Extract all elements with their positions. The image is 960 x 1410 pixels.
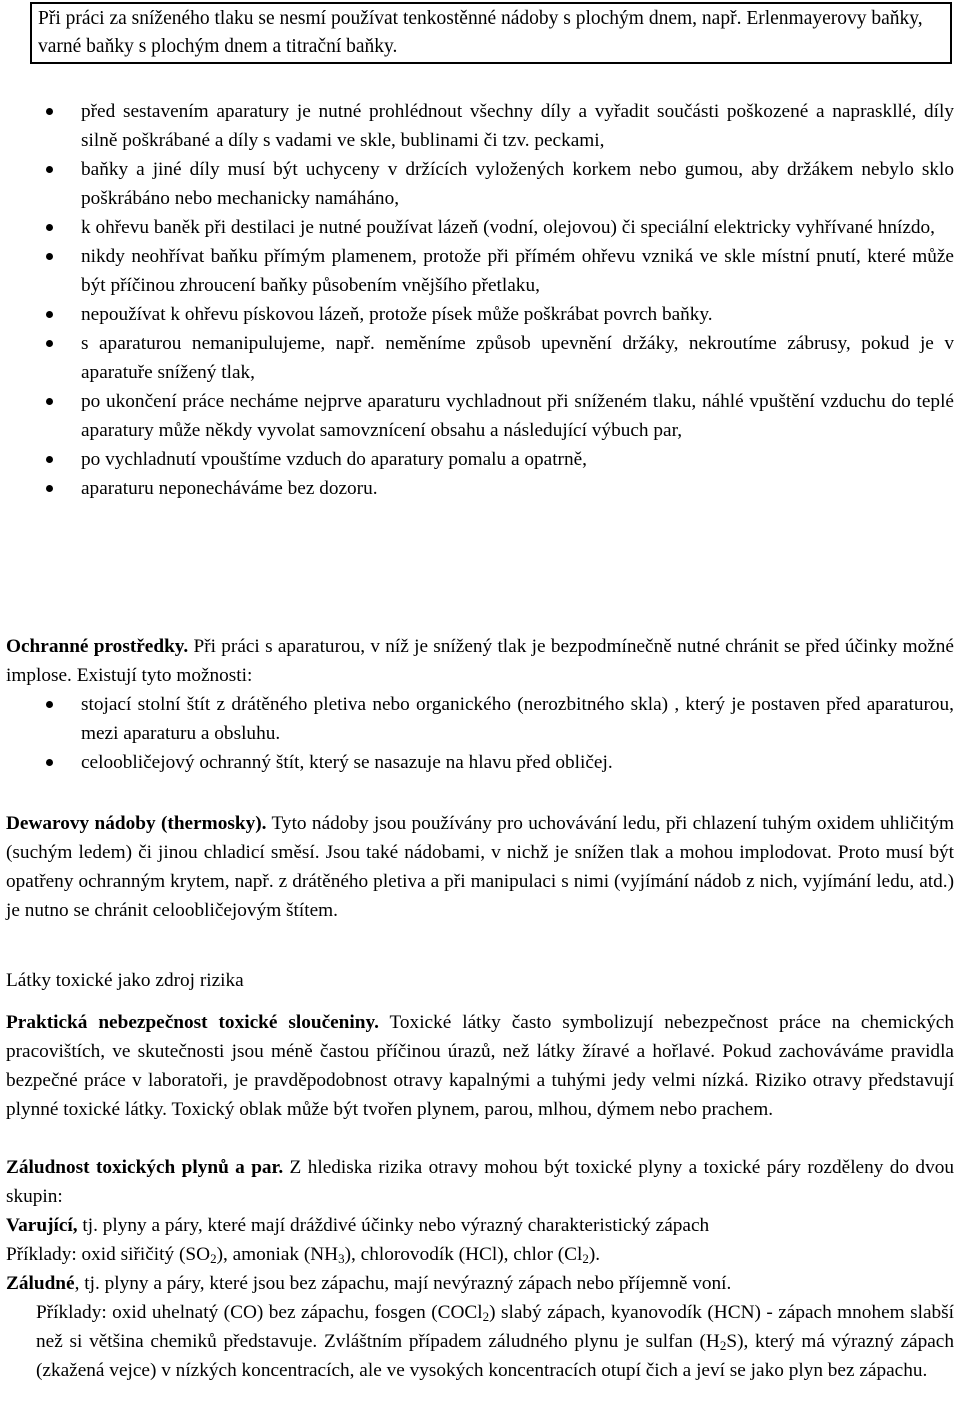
insidious-group-heading: Záludné <box>6 1273 75 1294</box>
practical-text: Toxické látky často symbolizují nebezpečnost práce na chemických pracovištích, ve skutečnosti jsou méně častou příčinou úrazů, než látky žíravé a hořlavé. Pokud zachováváme pravidla bezpečné práce v laboratoři, je pravděpodobnost otravy kapalnými a tuhými jedy velmi nízká. Riziko otravy představují plynné toxické látky. Toxický oblak může být tvořen plynem, parou, mlhou, dýmem nebo prachem. <box>6 1012 954 1120</box>
example-text: ), chlorovodík (HCl), chlor (Cl <box>344 1244 583 1265</box>
example-text: ), amoniak (NH <box>216 1244 339 1265</box>
warning-heading: Varující, <box>6 1215 78 1236</box>
dewar-paragraph <box>6 809 954 925</box>
example-text: Příklady: oxid uhelnatý (CO) bez zápachu, fosgen (COCl <box>36 1302 483 1323</box>
example-text: S), který má výrazný zápach (zkažená vejce) v nízkých koncentracích, ale ve vysokých koncentracích otupí čich a jeví se jako plyn bez zápachu. <box>36 1331 954 1381</box>
protective-paragraph <box>6 632 954 690</box>
subscript: 3 <box>338 1251 345 1266</box>
practical-heading: Praktická nebezpečnost toxické sloučeniny. <box>6 1012 379 1033</box>
list-item: celoobličejový ochranný štít, který se nasazuje na hlavu před obličej. <box>6 748 954 777</box>
protective-text: Při práci s aparaturou, v níž je snížený tlak je bezpodmínečně nutné chránit se před účinky možné implose. Existují tyto možnosti: <box>6 636 954 686</box>
dewar-heading: Dewarovy nádoby (thermosky). <box>6 813 267 834</box>
example-text: ). <box>588 1244 601 1265</box>
list-item: k ohřevu baněk při destilaci je nutné používat lázeň (vodní, olejovou) či speciální elektricky vyhřívané hnízdo, <box>6 213 954 242</box>
warning-examples <box>6 1240 954 1269</box>
list-item: stojací stolní štít z drátěného pletiva nebo organického (nerozbitného skla) , který je postaven před aparaturou, mezi aparaturu a obsluhu. <box>6 690 954 748</box>
precautions-list <box>6 97 954 503</box>
subscript: 2 <box>210 1251 217 1266</box>
toxic-section-title: Látky toxické jako zdroj rizika <box>6 970 244 991</box>
warning-gases-line <box>6 1211 954 1240</box>
warning-text: tj. plyny a páry, které mají dráždivé účinky nebo výrazný charakteristický zápach <box>77 1215 710 1236</box>
list-item: s aparaturou nemanipulujeme, např. neměníme způsob upevnění držáky, nekroutíme zábrusy, pokud je v aparatuře snížený tlak, <box>6 329 954 387</box>
insidious-examples <box>6 1298 954 1385</box>
insidious-gases-line <box>6 1269 954 1298</box>
example-text: Příklady: oxid siřičitý (SO <box>6 1244 211 1265</box>
subscript: 2 <box>719 1338 727 1353</box>
protective-heading: Ochranné prostředky. <box>6 636 189 657</box>
boxed-note: Při práci za sníženého tlaku se nesmí používat tenkostěnné nádoby s plochým dnem, např. Erlenmayerovy baňky, varné baňky s plochým dnem a titrační baňky. <box>30 2 952 64</box>
list-item: nepoužívat k ohřevu pískovou lázeň, protože písek může poškrábat povrch baňky. <box>6 300 954 329</box>
list-item: po ukončení práce necháme nejprve aparaturu vychladnout při sníženém tlaku, náhlé vpuštění vzduchu do teplé aparatury může někdy vyvolat samovznícení obsahu a následující výbuch par, <box>6 387 954 445</box>
list-item: po vychladnutí vpouštíme vzduch do aparatury pomalu a opatrně, <box>6 445 954 474</box>
insidious-group-text: , tj. plyny a páry, které jsou bez zápachu, mají nevýrazný zápach nebo příjemně voní. <box>74 1273 732 1294</box>
subscript: 2 <box>582 1251 589 1266</box>
insidious-text: Z hlediska rizika otravy mohou být toxické plyny a toxické páry rozděleny do dvou skupin: <box>6 1157 954 1207</box>
insidious-heading: Záludnost toxických plynů a par. <box>6 1157 284 1178</box>
protective-list <box>6 690 954 777</box>
practical-paragraph <box>6 1008 954 1124</box>
list-item: před sestavením aparatury je nutné prohlédnout všechny díly a vyřadit součásti poškozené a napraskllé, díly silně poškrábané a díly s vadami ve skle, bublinami či tzv. peckami, <box>6 97 954 155</box>
insidious-paragraph <box>6 1153 954 1211</box>
list-item: baňky a jiné díly musí být uchyceny v držících vyložených korkem nebo gumou, aby držákem nebylo sklo poškrábáno nebo mechanicky namáháno, <box>6 155 954 213</box>
dewar-text: Tyto nádoby jsou používány pro uchovávání ledu, při chlazení tuhým oxidem uhličitým (suchým ledem) či jinou chladicí směsí. Jsou také nádobami, v nichž je snížen tlak a mohou implodovat. Proto musí být opatřeny ochranným krytem, např. z drátěného pletiva a při manipulaci s nimi (vyjímání nádob z nich, vyjímání ledu, atd.) je nutno se chránit celoobličejovým štítem. <box>6 813 954 921</box>
list-item: aparaturu neponecháváme bez dozoru. <box>6 474 954 503</box>
example-text: ) slabý zápach, kyanovodík (HCN) - zápach mnohem slabší než si většina chemiků představuje. Zvláštním případem záludného plynu je sulfan (H <box>36 1302 955 1352</box>
subscript: 2 <box>482 1309 490 1324</box>
list-item: nikdy neohřívat baňku přímým plamenem, protože při přímém ohřevu vzniká ve skle místní pnutí, které může být příčinou zhroucení baňky působením vnějšího přetlaku, <box>6 242 954 300</box>
